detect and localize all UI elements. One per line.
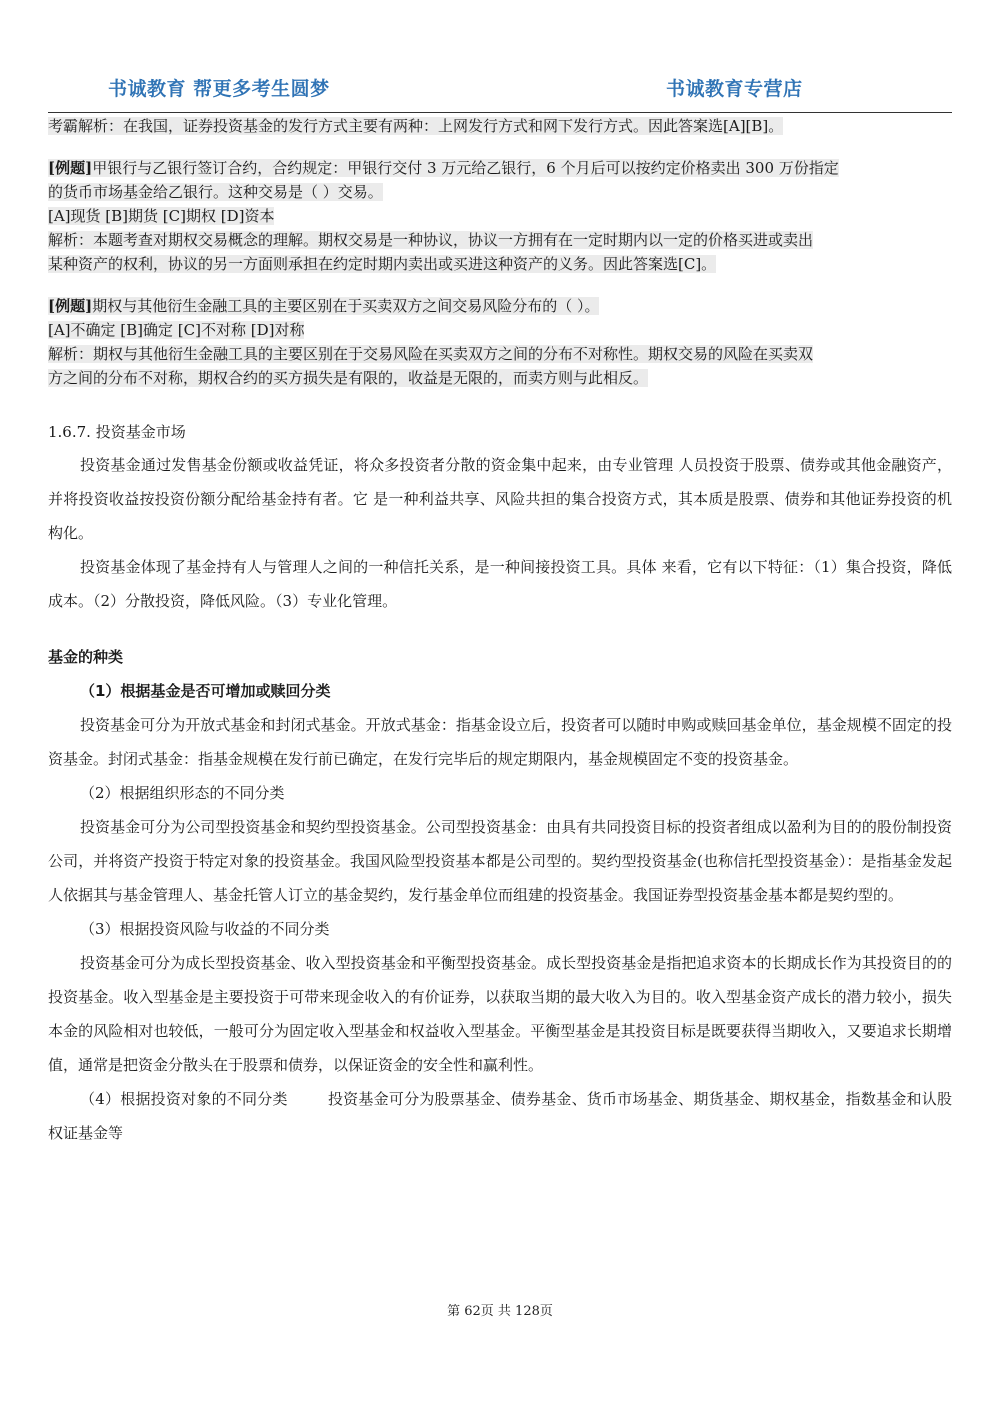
category-2-text: 投资基金可分为公司型投资基金和契约型投资基金。公司型投资基金：由具有共同投资目标的投资者组成以盈利为目的的股份制投资公司，并将资产投资于特定对象的投资基金。我国风险型投资基本都是公司型的。契约型投资基金(也称信托型投资基金）：是指基金发起人依据其与基金管理人、基金托管人订立的基金契约，发行基金单位而组建的投资基金。我国证券型投资基金基本都是契约型的。 — [48, 818, 952, 904]
category-1-text: 投资基金可分为开放式基金和封闭式基金。开放式基金：指基金设立后，投资者可以随时申购或赎回基金单位，基金规模不固定的投资基金。封闭式基金：指基金规模在发行前已确定，在发行完毕后的规定期限内，基金规模固定不变的投资基金。 — [48, 716, 952, 768]
question-options: [A]不确定 [B]确定 [C]不对称 [D]对称 — [48, 321, 305, 339]
question-stem-line: 甲银行与乙银行签订合约，合约规定：甲银行交付 3 万元给乙银行，6 个月后可以按约定价格卖出 300 万份指定 — [92, 159, 839, 177]
category-1-title: （1）根据基金是否可增加或赎回分类 — [80, 682, 331, 700]
category-4-text: 投资基金可分为股票基金、债券基金、货币市场基金、期货基金、期权基金，指数基金和认股权证基金等 — [48, 1090, 952, 1142]
example-tag: [例题] — [48, 159, 93, 177]
category-4-title: （4）根据投资对象的不同分类 — [80, 1090, 288, 1108]
header-store-name: 书诚教育专营店 — [666, 78, 803, 100]
category-3-text: 投资基金可分为成长型投资基金、收入型投资基金和平衡型投资基金。成长型投资基金是指把追求资本的长期成长作为其投资目的的投资基金。收入型基金是主要投资于可带来现金收入的有价证券，以获取当期的最大收入为目的。收入型基金资产成长的潜力较小，损失本金的风险相对也较低，一般可分为固定收入型基金和权益收入型基金。平衡型基金是其投资目标是既要获得当期收入，又要追求长期增值，通常是把资金分散头在于股票和债券，以保证资金的安全性和赢利性。 — [48, 954, 952, 1074]
fund-types-title: 基金的种类 — [48, 648, 124, 666]
page-content — [48, 114, 952, 1150]
section-paragraph: 投资基金通过发售基金份额或收益凭证，将众多投资者分散的资金集中起来，由专业管理 人员投资于股票、债券或其他金融资产，并将投资收益按投资份额分配给基金持有者。它 是一种利益共享、风险共担的集合投资方式，其本质是股票、债券和其他证券投资的机构化。 — [48, 456, 952, 542]
example-tag: [例题] — [48, 297, 93, 315]
question-analysis-line: 解析：本题考查对期权交易概念的理解。期权交易是一种协议，协议一方拥有在一定时期内以一定的价格买进或卖出 — [48, 231, 814, 249]
page-number: 第 62页 共 128页 — [447, 1304, 553, 1319]
example-question-2 — [48, 294, 952, 390]
category-3-title: （3）根据投资风险与收益的不同分类 — [80, 920, 330, 938]
category-2-title: （2）根据组织形态的不同分类 — [80, 784, 285, 802]
category-4-paragraph — [48, 1082, 952, 1150]
section-paragraph: 投资基金体现了基金持有人与管理人之间的一种信托关系，是一种间接投资工具。具体 来看，它有以下特征：（1）集合投资，降低成本。（2）分散投资，降低风险。（3）专业化管理。 — [48, 558, 952, 610]
page-header — [48, 72, 952, 113]
q0-analysis: 考霸解析：在我国，证券投资基金的发行方式主要有两种：上网发行方式和网下发行方式。因此答案选[A][B]。 — [48, 117, 784, 135]
header-slogan: 书诚教育 帮更多考生圆梦 — [108, 78, 330, 100]
example-question-1 — [48, 156, 952, 276]
section-heading: 1.6.7. 投资基金市场 — [48, 423, 186, 441]
question-analysis-line: 某种资产的权利，协议的另一方面则承担在约定时期内卖出或买进这种资产的义务。因此答案选[C]。 — [48, 255, 717, 273]
question-analysis-line: 解析：期权与其他衍生金融工具的主要区别在于交易风险在买卖双方之间的分布不对称性。期权交易的风险在买卖双 — [48, 345, 814, 363]
question-stem: 期权与其他衍生金融工具的主要区别在于买卖双方之间交易风险分布的（ ）。 — [92, 297, 600, 315]
question-options: [A]现货 [B]期货 [C]期权 [D]资本 — [48, 207, 275, 225]
question-analysis-line: 方之间的分布不对称，期权合约的买方损失是有限的，收益是无限的，而卖方则与此相反。 — [48, 369, 649, 387]
question-stem-line: 的货币市场基金给乙银行。这种交易是（ ）交易。 — [48, 183, 383, 201]
